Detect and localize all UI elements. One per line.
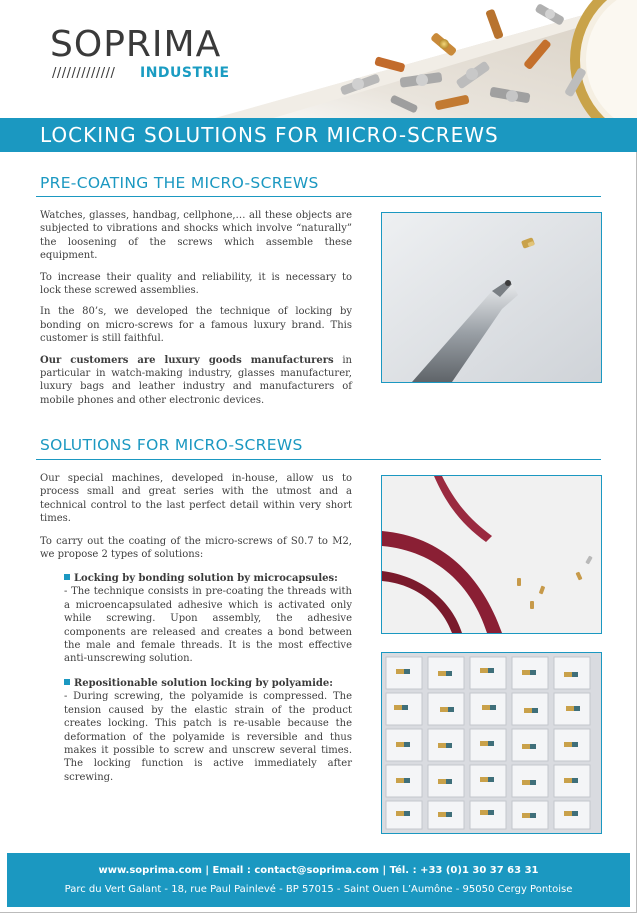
footer-address-line: Parc du Vert Galant - 18, rue Paul Painlevé - BP 57015 - Saint Ouen L’Aumône - 95050 Cergy Pontoise <box>64 884 573 895</box>
glasses-frame-photo <box>381 475 602 634</box>
paragraph-bold: Our customers are luxury goods manufacturers <box>40 354 334 366</box>
paragraph: Our special machines, developed in-house, allow us to process small and great series with the utmost and a technical control to the last perfect detail within very short times. <box>40 473 352 525</box>
paragraph-rest: in particular in watch-making industry, glasses manufacturer, luxury bags and leather industry and manufacturers of mobile phones and other electronic devices. <box>40 354 352 406</box>
pen-screw-photo <box>381 212 602 383</box>
bullet-heading: Repositionable solution locking by polyamide: <box>64 677 352 690</box>
hero-screws-image <box>190 0 637 125</box>
section-title-precoating: PRE-COATING THE MICRO-SCREWS <box>40 174 319 192</box>
paragraph: In the 80’s, we developed the technique of locking by bonding on micro-screws for a famous luxury brand. This customer is still faithful. <box>40 306 352 345</box>
bullet-microcapsules <box>64 572 352 666</box>
paragraph <box>40 354 352 408</box>
footer-bar <box>7 853 630 907</box>
section1-text <box>40 209 352 415</box>
bullet-square-icon <box>64 679 70 685</box>
bullet-body: - The technique consists in pre-coating the threads with a microencapsulated adhesive which is activated only while screwing. Upon assembly, the adhesive components are released and creates a bond between the male and female threads. It is the most effective anti-unscrewing solution. <box>64 586 352 665</box>
section2-intro-text <box>40 472 352 569</box>
bullet-body: - During screwing, the polyamide is compressed. The tension caused by the elastic strain of the product creates locking. This patch is re-usable because the deformation of the polyamide is reversible and thus makes it possible to screw and unscrew several times. The locking function is active immediately after screwing. <box>64 691 352 783</box>
paragraph: To carry out the coating of the micro-screws of S0.7 to M2, we propose 2 types of solutions: <box>40 535 352 561</box>
section-divider <box>36 459 601 460</box>
paragraph: To increase their quality and reliability, it is necessary to lock these screwed assemblies. <box>40 271 352 297</box>
bullet-polyamide <box>64 677 352 784</box>
logo-slashes: ///////////// <box>52 66 116 81</box>
paragraph: Watches, glasses, handbag, cellphone,… all these objects are subjected to vibrations and shocks which involve “naturally” the loosening of the screws which assemble these equipment. <box>40 210 352 262</box>
logo-wordmark: SOPRIMA <box>50 24 222 65</box>
footer-contact-line: www.soprima.com | Email : contact@soprima.com | Tél. : +33 (0)1 30 37 63 31 <box>98 865 539 876</box>
bullet-square-icon <box>64 574 70 580</box>
bullet-heading: Locking by bonding solution by microcapsules: <box>64 572 352 585</box>
title-banner <box>0 118 637 152</box>
screw-tray-photo <box>381 652 602 834</box>
logo-subtitle: INDUSTRIE <box>140 65 230 81</box>
page-title: LOCKING SOLUTIONS FOR MICRO-SCREWS <box>40 123 499 147</box>
section-title-solutions: SOLUTIONS FOR MICRO-SCREWS <box>40 436 303 454</box>
section-divider <box>36 196 601 197</box>
